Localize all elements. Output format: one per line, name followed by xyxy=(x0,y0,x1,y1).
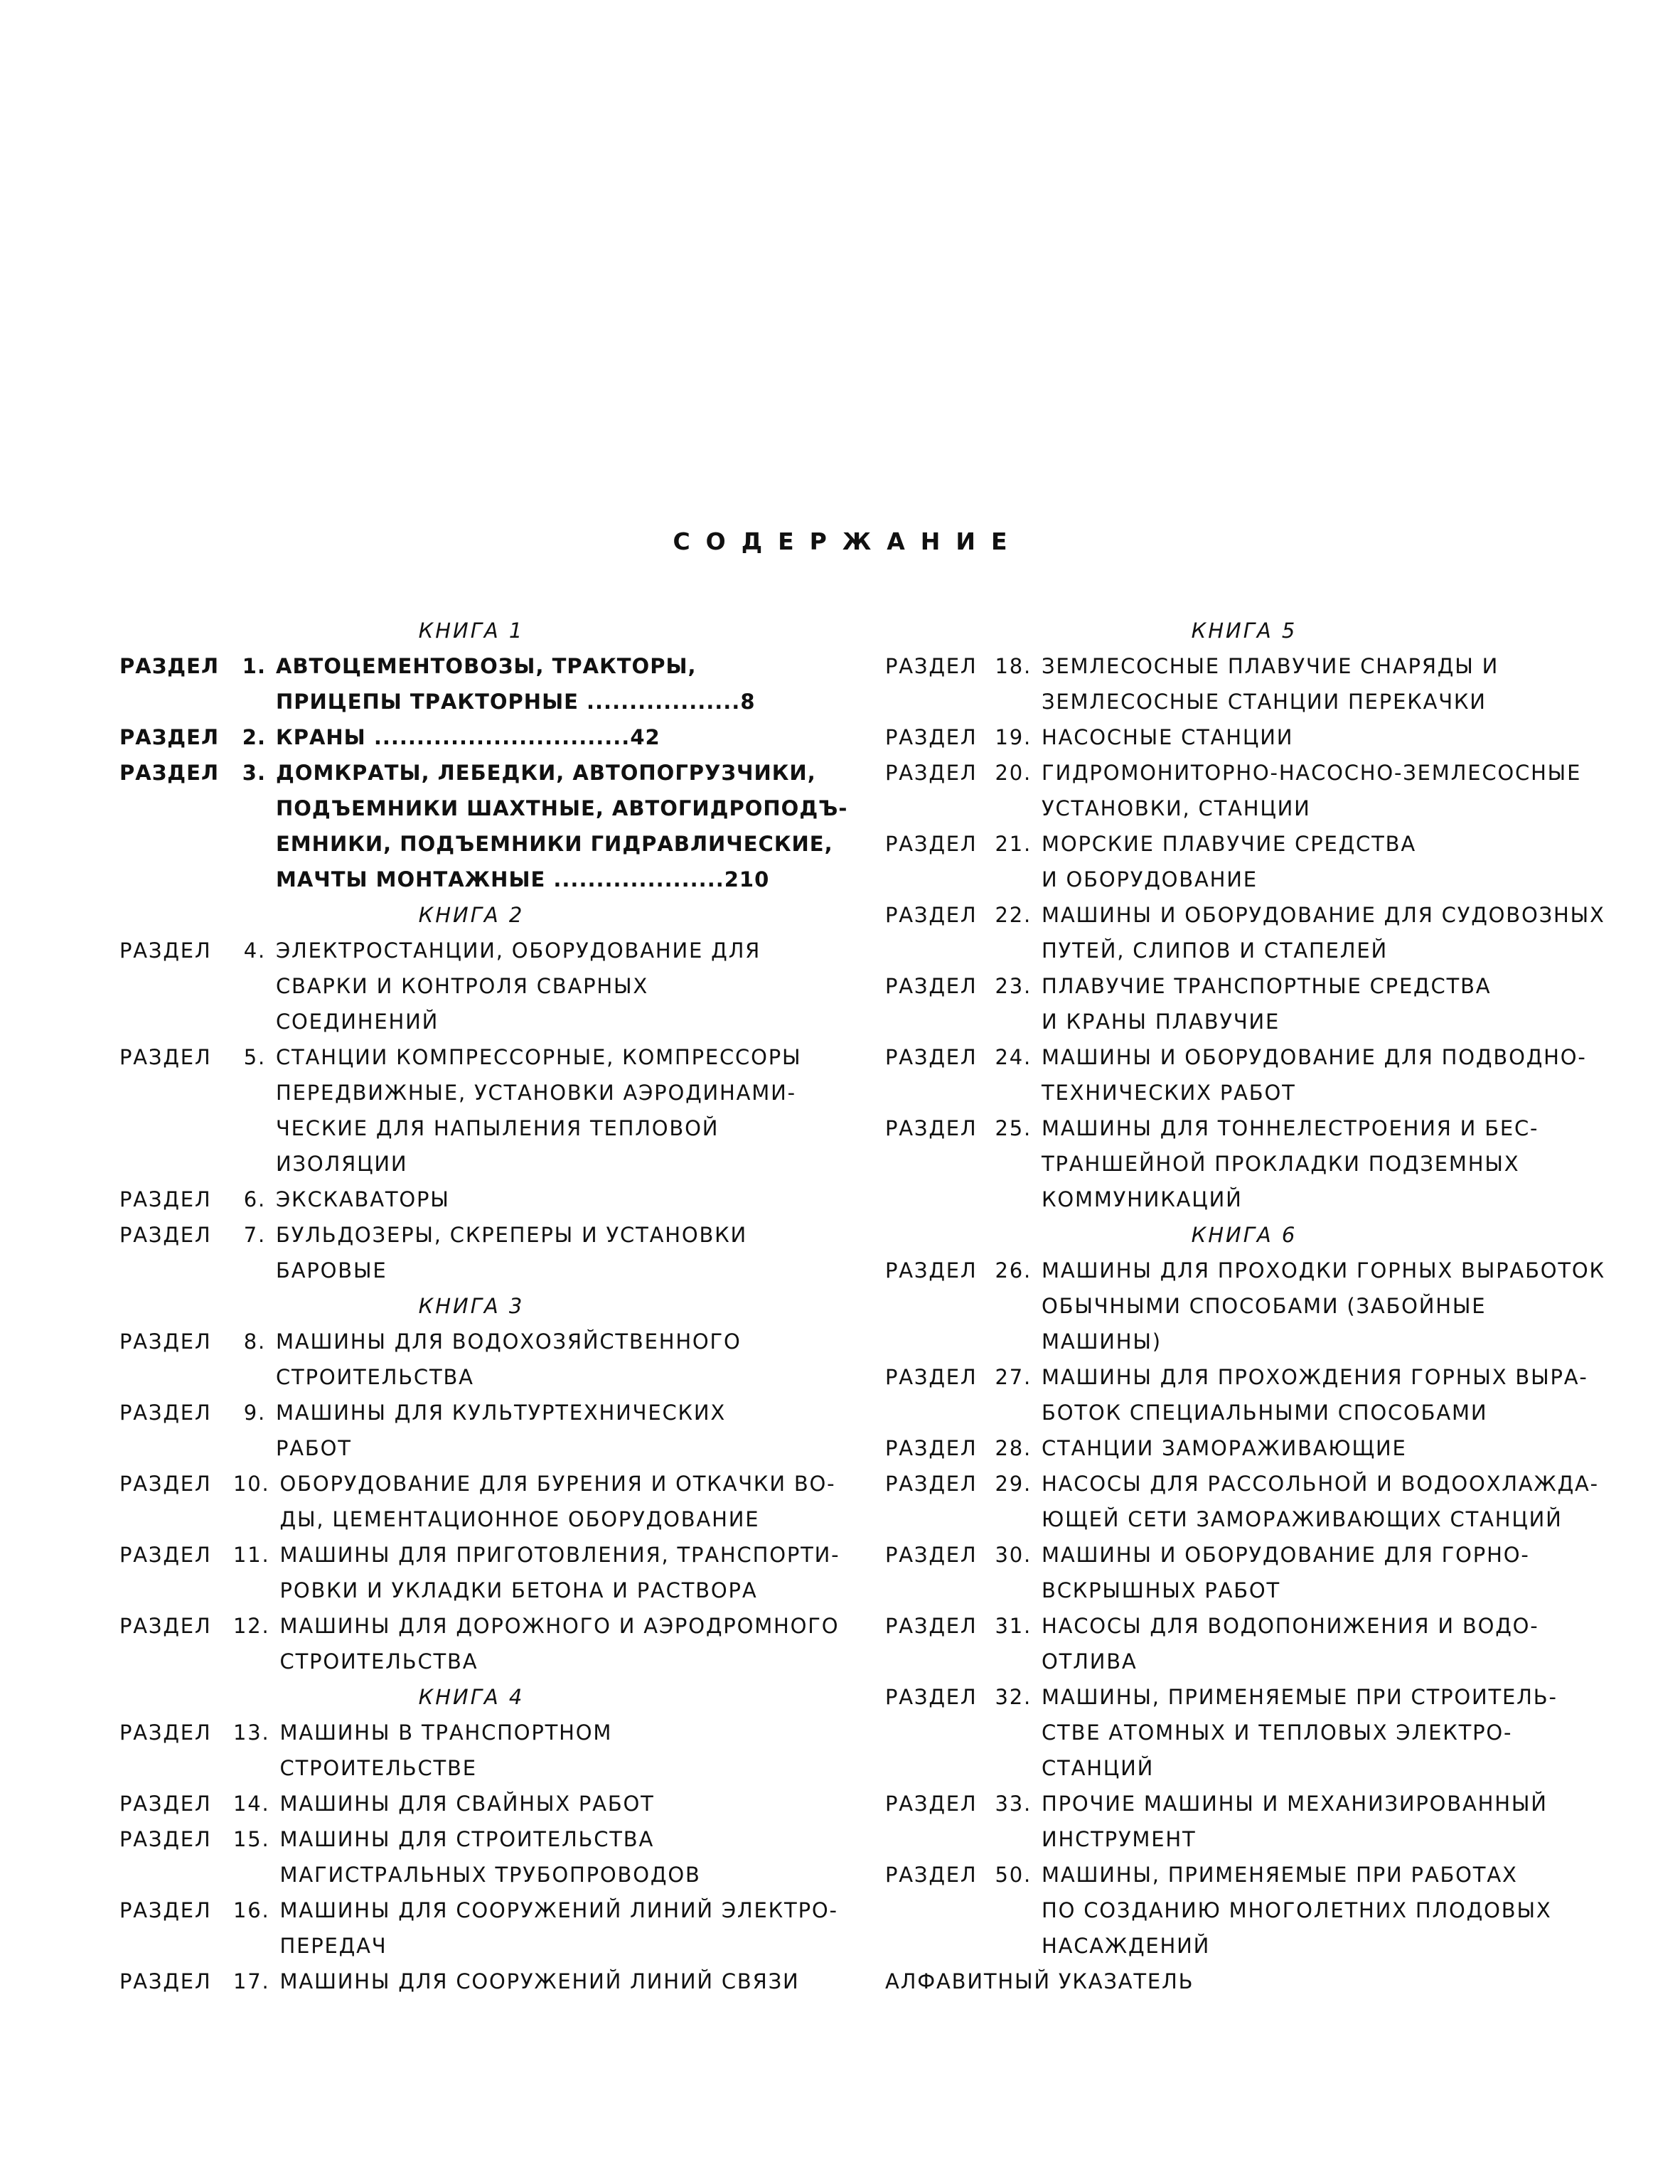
section-title xyxy=(276,648,859,719)
section-prefix: РАЗДЕЛ xyxy=(119,1187,212,1211)
section-title-line: НАСАЖДЕНИЙ xyxy=(1042,1934,1211,1958)
section-number: 22. xyxy=(995,903,1032,927)
toc-entry xyxy=(119,1182,859,1217)
section-title-line: ПРОЧИЕ МАШИНЫ И МЕХАНИЗИРОВАННЫЙ xyxy=(1042,1792,1548,1816)
section-number: 19. xyxy=(995,725,1032,749)
section-number: 10. xyxy=(233,1472,270,1496)
section-title-line: ПРИЦЕПЫ ТРАКТОРНЫЕ ..................8 xyxy=(276,690,756,714)
section-title xyxy=(1042,1466,1599,1537)
section-title-line: ИЗОЛЯЦИИ xyxy=(276,1152,408,1176)
section-title-line: ГИДРОМОНИТОРНО-НАСОСНО-ЗЕМЛЕСОСНЫЕ xyxy=(1042,761,1582,785)
section-title-line: МАШИНЫ ДЛЯ ПРОХОДКИ ГОРНЫХ ВЫРАБОТОК xyxy=(1042,1258,1605,1283)
section-title xyxy=(276,719,859,755)
section-title-line: ЮЩЕЙ СЕТИ ЗАМОРАЖИВАЮЩИХ СТАНЦИЙ xyxy=(1042,1507,1563,1531)
section-title-line: СТАНЦИЙ xyxy=(1042,1756,1155,1780)
section-prefix: РАЗДЕЛ xyxy=(119,654,220,678)
book-heading: КНИГА 4 xyxy=(418,1685,525,1709)
section-title xyxy=(276,1039,859,1182)
toc-entry xyxy=(119,648,859,719)
section-title-line: ПЕРЕДАЧ xyxy=(279,1934,387,1958)
section-title-line: НАСОСЫ ДЛЯ ВОДОПОНИЖЕНИЯ И ВОДО- xyxy=(1042,1614,1539,1638)
section-title-line: МАШИНЫ) xyxy=(1042,1329,1162,1354)
section-prefix: РАЗДЕЛ xyxy=(885,1258,978,1283)
section-title-line: ДОМКРАТЫ, ЛЕБЕДКИ, АВТОПОГРУЗЧИКИ, xyxy=(276,761,816,785)
toc-entry xyxy=(119,1395,859,1466)
section-prefix: РАЗДЕЛ xyxy=(885,832,978,856)
section-number: 15. xyxy=(233,1827,270,1851)
section-title-line: СТРОИТЕЛЬСТВЕ xyxy=(279,1756,477,1780)
section-prefix: РАЗДЕЛ xyxy=(885,761,978,785)
section-title xyxy=(280,1537,859,1608)
toc-entry xyxy=(885,719,1596,755)
section-title-line: МАШИНЫ ДЛЯ СООРУЖЕНИЙ ЛИНИЙ ЭЛЕКТРО- xyxy=(279,1898,838,1922)
toc-entry xyxy=(885,1786,1596,1857)
section-title xyxy=(1042,755,1596,826)
section-title xyxy=(276,1182,859,1217)
section-title-line: МАШИНЫ ДЛЯ ПРОХОЖДЕНИЯ ГОРНЫХ ВЫРА- xyxy=(1042,1365,1588,1389)
section-title-line: СТАНЦИИ КОМПРЕССОРНЫЕ, КОМПРЕССОРЫ xyxy=(276,1045,802,1069)
section-title-line: ОБЫЧНЫМИ СПОСОБАМИ (ЗАБОЙНЫЕ xyxy=(1042,1294,1487,1318)
section-number: 12. xyxy=(233,1614,270,1638)
section-title-line: ТЕХНИЧЕСКИХ РАБОТ xyxy=(1042,1081,1296,1105)
section-title-line: ПО СОЗДАНИЮ МНОГОЛЕТНИХ ПЛОДОВЫХ xyxy=(1042,1898,1552,1922)
section-title-line: ОТЛИВА xyxy=(1042,1649,1138,1674)
toc-entry xyxy=(119,1217,859,1288)
section-number: 6. xyxy=(243,1187,266,1211)
section-prefix: РАЗДЕЛ xyxy=(119,1329,212,1354)
section-title-line: ТРАНШЕЙНОЙ ПРОКЛАДКИ ПОДЗЕМНЫХ xyxy=(1042,1152,1520,1176)
section-title-line: МАШИНЫ, ПРИМЕНЯЕМЫЕ ПРИ РАБОТАХ xyxy=(1042,1863,1518,1887)
section-number: 29. xyxy=(995,1472,1032,1496)
section-title-line: ВСКРЫШНЫХ РАБОТ xyxy=(1042,1578,1281,1602)
toc-entry xyxy=(885,1110,1596,1217)
section-number: 32. xyxy=(995,1685,1032,1709)
section-number: 24. xyxy=(995,1045,1032,1069)
section-prefix: РАЗДЕЛ xyxy=(119,1792,212,1816)
section-title-line: МОРСКИЕ ПЛАВУЧИЕ СРЕДСТВА xyxy=(1042,832,1416,856)
toc-entry xyxy=(119,1715,859,1786)
section-title-line: КРАНЫ ..............................42 xyxy=(276,725,660,749)
section-title-line: НАСОСЫ ДЛЯ РАССОЛЬНОЙ И ВОДООХЛАЖДА- xyxy=(1042,1472,1599,1496)
section-number: 28. xyxy=(995,1436,1032,1460)
section-number: 17. xyxy=(233,1969,270,1993)
toc-entry xyxy=(119,719,859,755)
section-number: 4. xyxy=(243,938,266,963)
section-number: 25. xyxy=(995,1116,1032,1140)
toc-entry xyxy=(885,755,1596,826)
section-prefix: РАЗДЕЛ xyxy=(885,1116,978,1140)
section-title xyxy=(1042,897,1605,968)
section-title xyxy=(280,1786,859,1821)
toc-entry xyxy=(885,1537,1596,1608)
section-title-line: И КРАНЫ ПЛАВУЧИЕ xyxy=(1042,1010,1280,1034)
section-title-line: РОВКИ И УКЛАДКИ БЕТОНА И РАСТВОРА xyxy=(279,1578,758,1602)
section-number: 5. xyxy=(243,1045,266,1069)
section-title-line: ОБОРУДОВАНИЕ ДЛЯ БУРЕНИЯ И ОТКАЧКИ ВО- xyxy=(279,1472,836,1496)
section-title-line: СОЕДИНЕНИЙ xyxy=(276,1010,439,1034)
section-title-line: ИНСТРУМЕНТ xyxy=(1042,1827,1197,1851)
section-title xyxy=(276,755,859,897)
section-title-line: ЗЕМЛЕСОСНЫЕ ПЛАВУЧИЕ СНАРЯДЫ И xyxy=(1042,654,1499,678)
section-title xyxy=(1042,1039,1596,1110)
section-prefix: РАЗДЕЛ xyxy=(885,1614,978,1638)
section-prefix: РАЗДЕЛ xyxy=(119,1720,212,1745)
section-title-line: МАШИНЫ ДЛЯ ВОДОХОЗЯЙСТВЕННОГО xyxy=(276,1329,742,1354)
section-title-line: МАШИНЫ ДЛЯ КУЛЬТУРТЕХНИЧЕСКИХ xyxy=(276,1401,727,1425)
toc-entry xyxy=(885,1466,1599,1537)
section-title xyxy=(1042,1786,1596,1857)
section-prefix: РАЗДЕЛ xyxy=(119,1898,212,1922)
toc-entry xyxy=(885,1039,1596,1110)
section-title xyxy=(280,1466,859,1537)
toc-entry xyxy=(119,1466,859,1537)
section-prefix: РАЗДЕЛ xyxy=(119,1045,212,1069)
section-number: 23. xyxy=(995,974,1032,998)
section-title xyxy=(1042,1608,1596,1679)
section-title xyxy=(280,1964,859,1999)
section-title-line: ПУТЕЙ, СЛИПОВ И СТАПЕЛЕЙ xyxy=(1042,938,1389,963)
section-title-line: СТВЕ АТОМНЫХ И ТЕПЛОВЫХ ЭЛЕКТРО- xyxy=(1042,1720,1513,1745)
section-title-line: МАШИНЫ И ОБОРУДОВАНИЕ ДЛЯ СУДОВОЗНЫХ xyxy=(1042,903,1605,927)
section-number: 50. xyxy=(995,1863,1032,1887)
book-heading: КНИГА 3 xyxy=(418,1294,525,1318)
toc-entry xyxy=(885,968,1596,1039)
section-title-line: НАСОСНЫЕ СТАНЦИИ xyxy=(1042,725,1294,749)
toc-entry xyxy=(119,933,859,1039)
section-number: 16. xyxy=(233,1898,270,1922)
section-prefix: РАЗДЕЛ xyxy=(885,1863,978,1887)
toc-entry xyxy=(885,1857,1596,1964)
section-title-line: ЕМНИКИ, ПОДЪЕМНИКИ ГИДРАВЛИЧЕСКИЕ, xyxy=(276,832,833,856)
toc-entry xyxy=(119,1324,859,1395)
section-number: 27. xyxy=(995,1365,1032,1389)
section-title-line: ЭЛЕКТРОСТАНЦИИ, ОБОРУДОВАНИЕ ДЛЯ xyxy=(276,938,761,963)
toc-entry xyxy=(885,648,1596,719)
section-number: 2. xyxy=(242,725,266,749)
book-heading: КНИГА 2 xyxy=(418,903,525,927)
section-title-line: МАШИНЫ И ОБОРУДОВАНИЕ ДЛЯ ГОРНО- xyxy=(1042,1543,1530,1567)
toc-entry xyxy=(119,1608,859,1679)
section-title xyxy=(1042,1857,1596,1964)
section-title xyxy=(276,1324,859,1395)
section-number: 7. xyxy=(243,1223,266,1247)
section-number: 31. xyxy=(995,1614,1032,1638)
page-title: СОДЕРЖАНИЕ xyxy=(673,528,1023,555)
section-title xyxy=(1042,648,1596,719)
section-title-line: СТРОИТЕЛЬСТВА xyxy=(279,1649,478,1674)
section-title xyxy=(280,1821,859,1893)
section-title xyxy=(276,1395,859,1466)
section-title-line: МАШИНЫ В ТРАНСПОРТНОМ xyxy=(279,1720,613,1745)
section-title-line: ДЫ, ЦЕМЕНТАЦИОННОЕ ОБОРУДОВАНИЕ xyxy=(279,1507,760,1531)
toc-entry xyxy=(885,826,1596,897)
toc-entry xyxy=(885,1253,1605,1359)
section-title-line: МАШИНЫ ДЛЯ ПРИГОТОВЛЕНИЯ, ТРАНСПОРТИ- xyxy=(279,1543,840,1567)
section-prefix: РАЗДЕЛ xyxy=(119,1827,212,1851)
section-title-line: МАГИСТРАЛЬНЫХ ТРУБОПРОВОДОВ xyxy=(279,1863,701,1887)
section-title xyxy=(280,1608,859,1679)
section-title-line: МАШИНЫ ДЛЯ ДОРОЖНОГО И АЭРОДРОМНОГО xyxy=(279,1614,840,1638)
section-number: 3. xyxy=(242,761,266,785)
book-heading: КНИГА 5 xyxy=(1191,619,1298,643)
section-title-line: И ОБОРУДОВАНИЕ xyxy=(1042,867,1258,892)
section-title xyxy=(280,1893,859,1964)
section-prefix: РАЗДЕЛ xyxy=(885,1792,978,1816)
section-number: 8. xyxy=(243,1329,266,1354)
toc-entry xyxy=(119,1964,859,1999)
section-title xyxy=(1042,719,1596,755)
toc-entry xyxy=(119,755,859,897)
section-title xyxy=(1042,1110,1596,1217)
section-number: 33. xyxy=(995,1792,1032,1816)
section-prefix: РАЗДЕЛ xyxy=(119,1614,212,1638)
section-title-line: БУЛЬДОЗЕРЫ, СКРЕПЕРЫ И УСТАНОВКИ xyxy=(276,1223,748,1247)
section-number: 30. xyxy=(995,1543,1032,1567)
section-title-line: АВТОЦЕМЕНТОВОЗЫ, ТРАКТОРЫ, xyxy=(276,654,697,678)
section-title-line: СТРОИТЕЛЬСТВА xyxy=(276,1365,474,1389)
section-title xyxy=(280,1715,859,1786)
section-title-line: КОММУНИКАЦИЙ xyxy=(1042,1187,1243,1211)
toc-entry xyxy=(119,1893,859,1964)
section-title-line: СВАРКИ И КОНТРОЛЯ СВАРНЫХ xyxy=(276,974,649,998)
toc-entry xyxy=(119,1039,859,1182)
section-title xyxy=(1042,1537,1596,1608)
book-heading: КНИГА 6 xyxy=(1191,1223,1298,1247)
section-prefix: РАЗДЕЛ xyxy=(885,654,978,678)
section-title-line: БОТОК СПЕЦИАЛЬНЫМИ СПОСОБАМИ xyxy=(1042,1401,1488,1425)
section-prefix: РАЗДЕЛ xyxy=(885,1365,978,1389)
section-title xyxy=(1042,1253,1605,1359)
section-title-line: ПЛАВУЧИЕ ТРАНСПОРТНЫЕ СРЕДСТВА xyxy=(1042,974,1492,998)
section-prefix: РАЗДЕЛ xyxy=(885,1685,978,1709)
section-title xyxy=(1042,826,1596,897)
section-title-line: МАШИНЫ И ОБОРУДОВАНИЕ ДЛЯ ПОДВОДНО- xyxy=(1042,1045,1587,1069)
toc-entry xyxy=(885,1679,1596,1786)
section-number: 26. xyxy=(995,1258,1032,1283)
section-prefix: РАЗДЕЛ xyxy=(885,1436,978,1460)
section-prefix: РАЗДЕЛ xyxy=(885,1543,978,1567)
section-title-line: ПОДЪЕМНИКИ ШАХТНЫЕ, АВТОГИДРОПОДЪ- xyxy=(276,796,848,820)
section-title-line: МАЧТЫ МОНТАЖНЫЕ ....................210 xyxy=(276,867,770,892)
section-prefix: РАЗДЕЛ xyxy=(119,1472,212,1496)
section-prefix: РАЗДЕЛ xyxy=(885,974,978,998)
section-title-line: СТАНЦИИ ЗАМОРАЖИВАЮЩИЕ xyxy=(1042,1436,1407,1460)
section-title xyxy=(276,1217,859,1288)
section-number: 13. xyxy=(233,1720,270,1745)
section-title xyxy=(276,933,859,1039)
section-title xyxy=(1042,1679,1596,1786)
toc-entry xyxy=(119,1537,859,1608)
section-title-line: УСТАНОВКИ, СТАНЦИИ xyxy=(1042,796,1311,820)
section-title-line: ЭКСКАВАТОРЫ xyxy=(276,1187,450,1211)
section-number: 18. xyxy=(995,654,1032,678)
section-prefix: РАЗДЕЛ xyxy=(885,1045,978,1069)
section-prefix: РАЗДЕЛ xyxy=(119,938,212,963)
section-number: 14. xyxy=(233,1792,270,1816)
section-title-line: МАШИНЫ ДЛЯ СООРУЖЕНИЙ ЛИНИЙ СВЯЗИ xyxy=(279,1969,800,1993)
section-prefix: РАЗДЕЛ xyxy=(885,1472,978,1496)
section-prefix: РАЗДЕЛ xyxy=(119,1969,212,1993)
section-prefix: РАЗДЕЛ xyxy=(119,1401,212,1425)
section-prefix: РАЗДЕЛ xyxy=(119,761,220,785)
section-number: 21. xyxy=(995,832,1032,856)
toc-entry xyxy=(885,1430,1596,1466)
section-title-line: ЗЕМЛЕСОСНЫЕ СТАНЦИИ ПЕРЕКАЧКИ xyxy=(1042,690,1487,714)
toc-entry xyxy=(885,1359,1596,1430)
section-title-line: ПЕРЕДВИЖНЫЕ, УСТАНОВКИ АЭРОДИНАМИ- xyxy=(276,1081,796,1105)
section-number: 11. xyxy=(233,1543,270,1567)
section-number: 20. xyxy=(995,761,1032,785)
alphabetical-index-entry: АЛФАВИТНЫЙ УКАЗАТЕЛЬ xyxy=(885,1969,1194,1993)
section-title-line: РАБОТ xyxy=(276,1436,352,1460)
toc-left-column xyxy=(119,613,859,1999)
section-prefix: РАЗДЕЛ xyxy=(119,725,220,749)
section-title-line: МАШИНЫ ДЛЯ СТРОИТЕЛЬСТВА xyxy=(279,1827,655,1851)
book-heading: КНИГА 1 xyxy=(418,619,525,643)
toc-entry xyxy=(885,1608,1596,1679)
toc-entry xyxy=(885,897,1605,968)
section-title xyxy=(1042,1430,1596,1466)
section-title-line: МАШИНЫ ДЛЯ ТОННЕЛЕСТРОЕНИЯ И БЕС- xyxy=(1042,1116,1539,1140)
section-prefix: РАЗДЕЛ xyxy=(885,903,978,927)
toc-entry xyxy=(119,1786,859,1821)
section-title-line: БАРОВЫЕ xyxy=(276,1258,387,1283)
section-title xyxy=(1042,968,1596,1039)
section-number: 9. xyxy=(243,1401,266,1425)
section-prefix: РАЗДЕЛ xyxy=(885,725,978,749)
toc-entry xyxy=(119,1821,859,1893)
section-title xyxy=(1042,1359,1596,1430)
section-title-line: МАШИНЫ, ПРИМЕНЯЕМЫЕ ПРИ СТРОИТЕЛЬ- xyxy=(1042,1685,1558,1709)
section-title-line: ЧЕСКИЕ ДЛЯ НАПЫЛЕНИЯ ТЕПЛОВОЙ xyxy=(276,1116,719,1140)
toc-right-column xyxy=(885,613,1605,1999)
section-title-line: МАШИНЫ ДЛЯ СВАЙНЫХ РАБОТ xyxy=(279,1792,655,1816)
section-number: 1. xyxy=(242,654,266,678)
section-prefix: РАЗДЕЛ xyxy=(119,1543,212,1567)
section-prefix: РАЗДЕЛ xyxy=(119,1223,212,1247)
